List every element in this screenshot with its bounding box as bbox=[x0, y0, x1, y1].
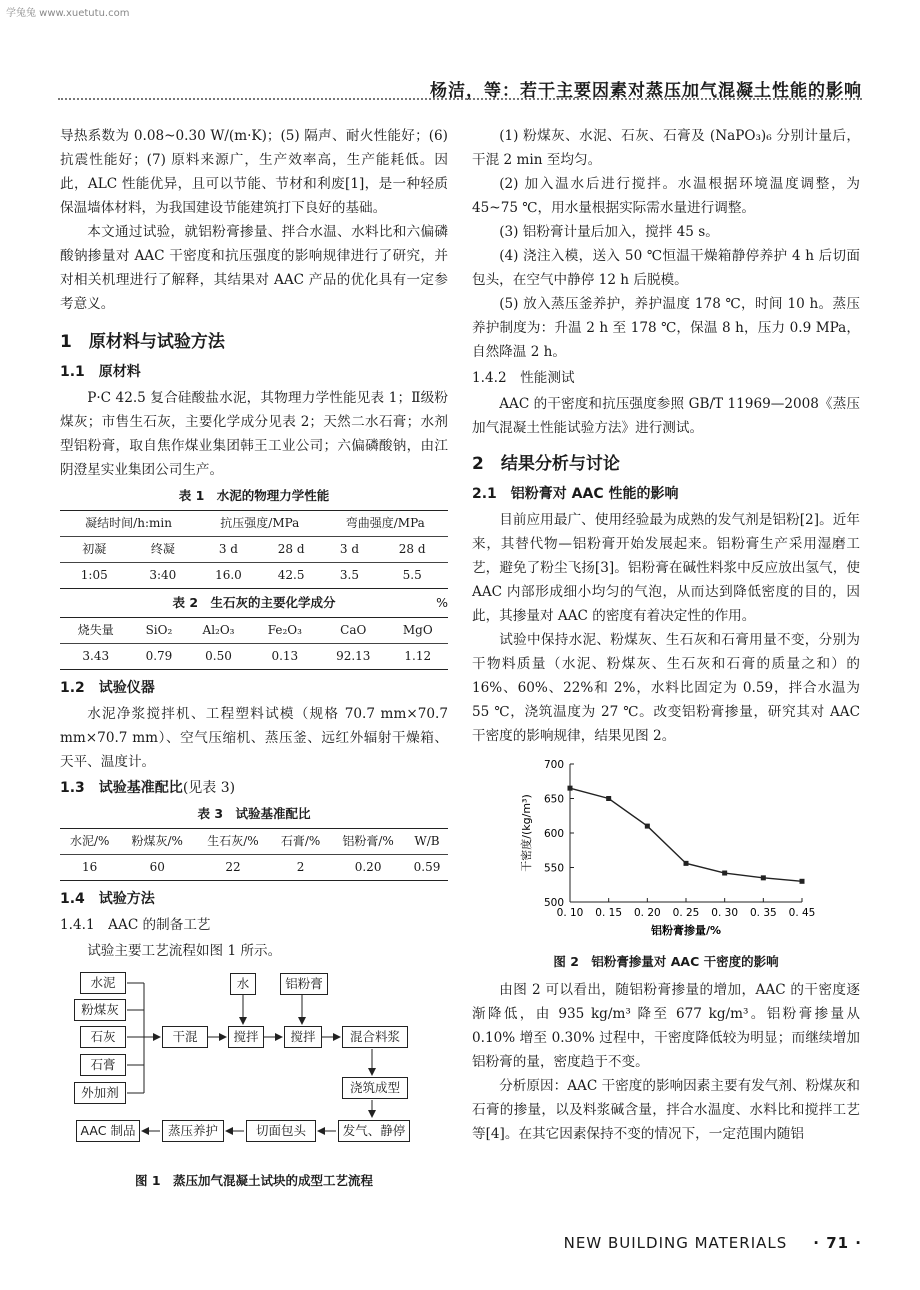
table-cell: 5.5 bbox=[376, 563, 448, 589]
data-point bbox=[645, 824, 650, 829]
x-tick-label: 0. 15 bbox=[595, 907, 623, 919]
step-3: (3) 铝粉膏计量后加入，搅拌 45 s。 bbox=[499, 224, 719, 240]
table-cell: MgO bbox=[388, 618, 448, 644]
table-cell: 60 bbox=[119, 855, 195, 881]
data-point bbox=[606, 796, 611, 801]
x-tick-label: 0. 35 bbox=[749, 907, 777, 919]
y-axis-label: 干密度/(kg/m³) bbox=[520, 794, 533, 872]
journal-name: NEW BUILDING MATERIALS bbox=[563, 1234, 788, 1252]
data-point bbox=[800, 879, 805, 884]
table-cell: 28 d bbox=[376, 537, 448, 563]
table-2-caption-row bbox=[60, 591, 448, 615]
table-cell: 石膏/% bbox=[271, 829, 330, 855]
flow-al-paste: 铝粉膏 bbox=[280, 973, 328, 995]
figure-1-caption: 图 1 蒸压加气混凝土试块的成型工艺流程 bbox=[134, 1173, 374, 1188]
figure-2-chart bbox=[472, 752, 860, 948]
table-cell: 0.79 bbox=[132, 644, 187, 670]
flow-rising: 发气、静停 bbox=[338, 1120, 410, 1142]
watermark: 学兔兔 www.xuetutu.com bbox=[6, 8, 130, 19]
y-tick-label: 700 bbox=[543, 759, 564, 771]
section-1-heading: 1 原材料与试验方法 bbox=[60, 332, 225, 352]
paragraph-al-intro: 目前应用最广、使用经验最为成熟的发气剂是铝粉[2]。近年来，其替代物—铝粉膏开始发展起来。铝粉膏生产采用湿磨工艺，避免了粉尘飞扬[3]。铝粉膏在碱性料浆中反应放出氢气，使 AAC 内部形成细小均匀的气泡，从而达到降低密度的目的，因此，其掺量对 AAC 的密度有着决定性的作用。 bbox=[472, 512, 860, 624]
section-1-3-heading: 1.3 试验基准配比 bbox=[60, 780, 183, 796]
figure-2-caption: 图 2 铝粉膏掺量对 AAC 干密度的影响 bbox=[553, 954, 779, 969]
data-point bbox=[684, 861, 689, 866]
table-cell: 弯曲强度/MPa bbox=[323, 511, 448, 537]
table-cell: 3.43 bbox=[60, 644, 132, 670]
table-cell: Al₂O₃ bbox=[186, 618, 250, 644]
table-2-unit: % bbox=[436, 595, 448, 610]
step-5: (5) 放入蒸压釜养护，养护温度 178 ℃，时间 10 h。蒸压养护制度为：升温 2 h 至 178 ℃，保温 8 h，压力 0.9 MPa，自然降温 2 h。 bbox=[472, 296, 860, 360]
section-1-1-heading: 1.1 原材料 bbox=[60, 364, 141, 380]
section-1-4-heading: 1.4 试验方法 bbox=[60, 891, 155, 907]
section-1-4-1-heading: 1.4.1 AAC 的制备工艺 bbox=[60, 917, 211, 933]
x-axis-label: 铝粉膏掺量/% bbox=[650, 924, 722, 937]
series-line bbox=[570, 788, 802, 881]
table-cell: 0.50 bbox=[186, 644, 250, 670]
paragraph-al-method: 试验中保持水泥、粉煤灰、生石灰和石膏用量不变，分别为干物料质量（水泥、粉煤灰、生石灰和石膏的质量之和）的 16%、60%、22%和 2%，水料比固定为 0.59，拌合水温为 55 ℃，浇筑温度为 27 ℃。改变铝粉膏掺量，研究其对 AAC 干密度的影响规律，结果见图 2。 bbox=[472, 632, 860, 744]
data-point bbox=[568, 786, 573, 791]
table-cell: 0.13 bbox=[251, 644, 319, 670]
data-point bbox=[722, 871, 727, 876]
table-cell: 2 bbox=[271, 855, 330, 881]
flow-cutting: 切面包头 bbox=[246, 1120, 316, 1142]
figure-2 bbox=[472, 752, 860, 948]
table-cell: 生石灰/% bbox=[195, 829, 271, 855]
table-3 bbox=[60, 828, 448, 881]
flow-slurry: 混合料浆 bbox=[342, 1026, 408, 1048]
page-footer bbox=[564, 1234, 862, 1252]
x-tick-label: 0. 10 bbox=[556, 907, 584, 919]
page-number: · 71 · bbox=[813, 1234, 862, 1252]
x-tick-label: 0. 45 bbox=[788, 907, 816, 919]
paragraph-analysis: 分析原因：AAC 干密度的影响因素主要有发气剂、粉煤灰和石膏的掺量，以及料浆碱含量，拌合水温度、水料比和搅拌工艺等[4]。在其它因素保持不变的情况下，一定范围内随铝 bbox=[472, 1078, 860, 1142]
table-cell: 16 bbox=[60, 855, 119, 881]
intro-paragraph-2: 本文通过试验，就铝粉膏掺量、拌合水温、水料比和六偏磷酸钠掺量对 AAC 干密度和抗压强度的影响规律进行了研究，并对相关机理进行了解释，其结果对 AAC 产品的优化具有一定参考意义。 bbox=[60, 224, 448, 312]
running-header: 杨洁，等：若干主要因素对蒸压加气混凝土性能的影响 bbox=[430, 81, 862, 101]
table-cell: 0.20 bbox=[330, 855, 406, 881]
section-2-heading: 2 结果分析与讨论 bbox=[472, 454, 620, 474]
process-flow-diagram bbox=[60, 969, 448, 1217]
data-point bbox=[761, 875, 766, 880]
flow-input-flyash: 粉煤灰 bbox=[74, 999, 126, 1021]
instruments-paragraph: 水泥净浆搅拌机、工程塑料试模（规格 70.7 mm×70.7 mm×70.7 mm）、空气压缩机、蒸压釜、远红外辐射干燥箱、天平、温度计。 bbox=[60, 706, 448, 770]
table-cell: 16.0 bbox=[197, 563, 260, 589]
section-1-3-heading-row bbox=[60, 776, 448, 800]
section-1-4-2-heading: 1.4.2 性能测试 bbox=[472, 370, 575, 386]
flow-input-cement: 水泥 bbox=[80, 972, 126, 994]
step-4: (4) 浇注入模，送入 50 ℃恒温干燥箱静停养护 4 h 后切面包头，在空气中静停 12 h 后脱模。 bbox=[472, 248, 860, 288]
table-cell: 终凝 bbox=[129, 537, 198, 563]
flow-input-lime: 石灰 bbox=[80, 1026, 126, 1048]
table-cell: SiO₂ bbox=[132, 618, 187, 644]
flow-water: 水 bbox=[230, 973, 256, 995]
table-cell: 烧失量 bbox=[60, 618, 132, 644]
flow-dry-mix: 干混 bbox=[162, 1026, 208, 1048]
x-tick-label: 0. 30 bbox=[711, 907, 739, 919]
header-divider bbox=[58, 98, 862, 100]
table-1-caption: 表 1 水泥的物理力学性能 bbox=[178, 488, 330, 503]
table-cell: Fe₂O₃ bbox=[251, 618, 319, 644]
table-cell: 1.12 bbox=[388, 644, 448, 670]
flow-casting: 浇筑成型 bbox=[342, 1077, 408, 1099]
table-cell: CaO bbox=[319, 618, 388, 644]
table-cell: 42.5 bbox=[260, 563, 323, 589]
left-column bbox=[60, 124, 448, 1217]
table-cell: 1:05 bbox=[60, 563, 129, 589]
y-tick-label: 600 bbox=[543, 828, 564, 840]
table-cell: 3:40 bbox=[129, 563, 198, 589]
table-cell: 28 d bbox=[260, 537, 323, 563]
table-cell: W/B bbox=[406, 829, 448, 855]
table-cell: 0.59 bbox=[406, 855, 448, 881]
flow-product: AAC 制品 bbox=[76, 1120, 140, 1142]
table-cell: 粉煤灰/% bbox=[119, 829, 195, 855]
table-cell: 抗压强度/MPa bbox=[197, 511, 322, 537]
table-1 bbox=[60, 510, 448, 589]
table-cell: 3.5 bbox=[323, 563, 377, 589]
table-cell: 92.13 bbox=[319, 644, 388, 670]
table-cell: 铝粉膏/% bbox=[330, 829, 406, 855]
y-tick-label: 550 bbox=[543, 862, 564, 875]
test-paragraph: AAC 的干密度和抗压强度参照 GB/T 11969—2008《蒸压加气混凝土性能试验方法》进行测试。 bbox=[472, 396, 860, 436]
table-cell: 22 bbox=[195, 855, 271, 881]
section-1-3-note: (见表 3) bbox=[182, 780, 236, 796]
table-3-caption: 表 3 试验基准配比 bbox=[197, 806, 311, 821]
paragraph-fig2-result: 由图 2 可以看出，随铝粉膏掺量的增加，AAC 的干密度逐渐降低，由 935 kg/m³ 降至 677 kg/m³。铝粉膏掺量从 0.10% 增至 0.30% 过程中，干密度降低较为明显；而继续增加铝粉膏的量，密度趋于不变。 bbox=[472, 982, 860, 1070]
right-column bbox=[472, 124, 860, 1146]
flow-stir-2: 搅拌 bbox=[284, 1026, 322, 1048]
x-tick-label: 0. 20 bbox=[633, 907, 661, 919]
section-1-2-heading: 1.2 试验仪器 bbox=[60, 680, 155, 696]
table-cell: 水泥/% bbox=[60, 829, 119, 855]
table-2 bbox=[60, 617, 448, 670]
y-tick-label: 650 bbox=[543, 793, 564, 806]
table-cell: 凝结时间/h:min bbox=[60, 511, 197, 537]
intro-paragraph-1: 导热系数为 0.08~0.30 W/(m·K)；(5) 隔声、耐火性能好；(6) 抗震性能好；(7) 原料来源广，生产效率高，生产能耗低。因此，ALC 性能优异，且可以节能、节材和利废[1]，是一种轻质保温墙体材料，为我国建设节能建筑打下良好的基础。 bbox=[60, 128, 448, 216]
table-2-caption: 表 2 生石灰的主要化学成分 bbox=[172, 595, 336, 610]
table-cell: 3 d bbox=[323, 537, 377, 563]
section-2-1-heading: 2.1 铝粉膏对 AAC 性能的影响 bbox=[472, 486, 679, 502]
table-cell: 初凝 bbox=[60, 537, 129, 563]
step-2: (2) 加入温水后进行搅拌。水温根据环境温度调整，为 45~75 ℃，用水量根据实际需水量进行调整。 bbox=[472, 176, 860, 216]
x-tick-label: 0. 25 bbox=[672, 907, 700, 919]
y-tick-label: 500 bbox=[543, 897, 564, 909]
flow-stir-1: 搅拌 bbox=[228, 1026, 264, 1048]
table-cell: 3 d bbox=[197, 537, 260, 563]
flow-autoclave: 蒸压养护 bbox=[162, 1120, 224, 1142]
step-1: (1) 粉煤灰、水泥、石灰、石膏及 (NaPO₃)₆ 分别计量后，干混 2 min 至均匀。 bbox=[472, 128, 860, 168]
flow-input-gypsum: 石膏 bbox=[80, 1054, 126, 1076]
materials-paragraph: P·C 42.5 复合硅酸盐水泥，其物理力学性能见表 1；Ⅱ级粉煤灰；市售生石灰，主要化学成分见表 2；天然二水石膏；水剂型铝粉膏，取自焦作煤业集团韩王工业公司；六偏磷酸钠，由江阴澄星实业集团公司生产。 bbox=[60, 390, 448, 478]
flow-intro: 试验主要工艺流程如图 1 所示。 bbox=[87, 943, 282, 959]
flow-input-additive: 外加剂 bbox=[74, 1082, 126, 1104]
